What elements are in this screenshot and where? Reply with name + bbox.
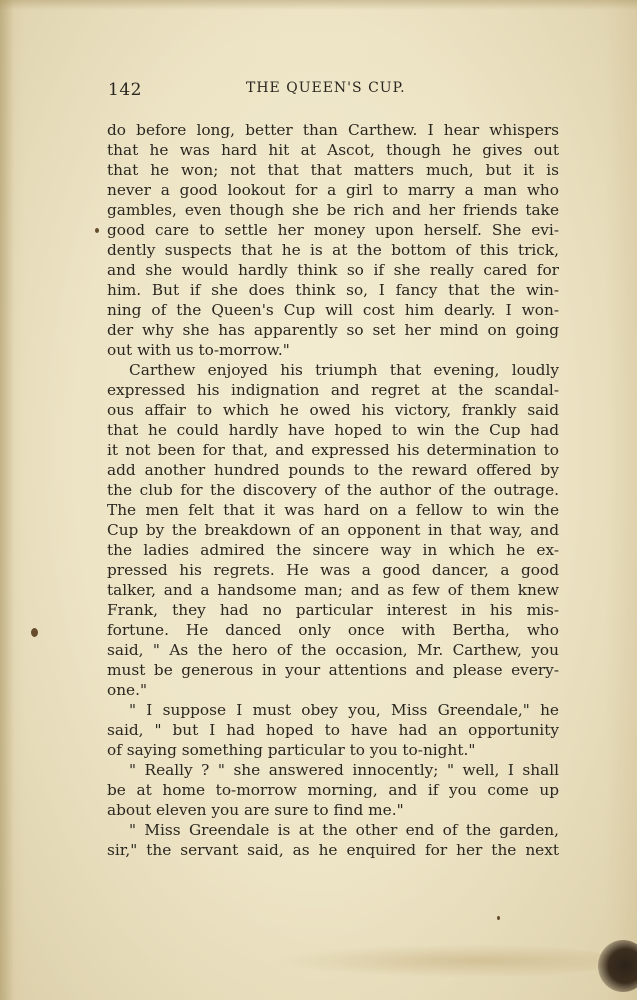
text-line: sir," the servant said, as he enquired for her the next (107, 841, 559, 859)
text-line: add another hundred pounds to the reward offered by (107, 461, 559, 479)
text-line: be at home to-morrow morning, and if you come up (107, 781, 559, 799)
text-line: " Miss Greendale is at the other end of the garden, (129, 821, 559, 839)
body-text (107, 120, 559, 860)
text-line: never a good lookout for a girl to marry a man who (107, 181, 559, 199)
text-line: dently suspects that he is at the bottom of this trick, (107, 241, 559, 259)
text-line: said, " As the hero of the occasion, Mr. Carthew, you (107, 641, 559, 659)
text-line: that he won; not that that matters much, but it is (107, 161, 559, 179)
text-line: " Really ? " she answered innocently; " well, I shall (129, 761, 559, 779)
text-line: " I suppose I must obey you, Miss Greendale," he (129, 701, 559, 719)
text-line: Cup by the breakdown of an opponent in that way, and (107, 521, 559, 539)
text-line: ning of the Queen's Cup will cost him dearly. I won- (107, 301, 559, 319)
text-line: one." (107, 681, 148, 699)
text-line: Frank, they had no particular interest in his mis- (107, 601, 559, 619)
text-line: fortune. He danced only once with Bertha, who (107, 621, 559, 639)
text-line: it not been for that, and expressed his determination to (107, 441, 559, 459)
text-line: and she would hardly think so if she really cared for (107, 261, 559, 279)
text-line: pressed his regrets. He was a good dancer, a good (107, 561, 559, 579)
text-line: ous affair to which he owed his victory, frankly said (107, 401, 559, 419)
ink-stain-mark (95, 228, 99, 233)
text-line: talker, and a handsome man; and as few of them knew (107, 581, 559, 599)
text-line: said, " but I had hoped to have had an opportunity (107, 721, 559, 739)
text-line: out with us to-morrow." (107, 341, 290, 359)
ink-stain-mark (31, 628, 38, 637)
page-edge-shadow (0, 0, 14, 1000)
text-line: The men felt that it was hard on a fellow to win the (107, 501, 559, 519)
text-line: gambles, even though she be rich and her friends take (107, 201, 559, 219)
text-line: expressed his indignation and regret at the scandal- (107, 381, 559, 399)
page-header (108, 80, 558, 104)
text-line: must be generous in your attentions and please every- (107, 661, 559, 679)
text-line: the ladies admired the sincere way in which he ex- (107, 541, 559, 559)
corner-damage-mark (598, 940, 637, 992)
text-line: that he could hardly have hoped to win the Cup had (107, 421, 559, 439)
text-line: der why she has apparently so set her mind on going (107, 321, 559, 339)
ink-stain-mark (497, 916, 500, 920)
page-number: 142 (108, 80, 142, 100)
text-line: of saying something particular to you to-night." (107, 741, 476, 759)
text-line: good care to settle her money upon herself. She evi- (107, 221, 559, 239)
paper-smudge (270, 944, 620, 978)
text-line: that he was hard hit at Ascot, though he gives out (107, 141, 559, 159)
text-line: about eleven you are sure to find me." (107, 801, 404, 819)
text-line: do before long, better than Carthew. I hear whispers (107, 121, 559, 139)
page-top-shadow (0, 0, 637, 10)
text-line: him. But if she does think so, I fancy that the win- (107, 281, 559, 299)
text-line: Carthew enjoyed his triumph that evening, loudly (129, 361, 559, 379)
running-title: THE QUEEN'S CUP. (246, 80, 406, 96)
text-line: the club for the discovery of the author of the outrage. (107, 481, 559, 499)
